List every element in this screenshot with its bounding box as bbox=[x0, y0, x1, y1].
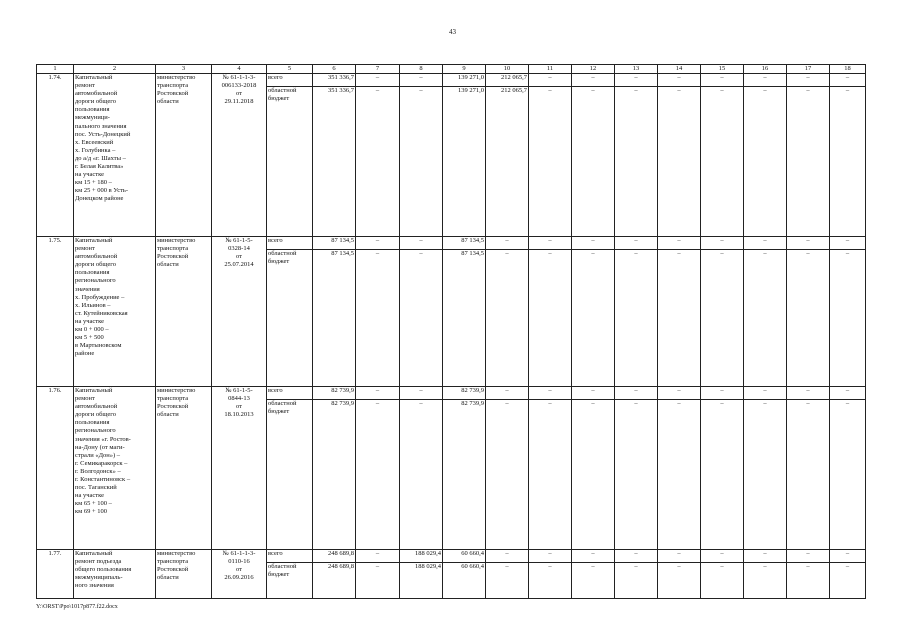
row-number: 1.74. bbox=[37, 74, 74, 237]
amount-c14: – bbox=[658, 74, 701, 87]
amount-c7: – bbox=[356, 387, 400, 400]
amount-c7: – bbox=[356, 74, 400, 87]
amount-c18: – bbox=[830, 550, 866, 563]
column-number: 13 bbox=[615, 65, 658, 74]
amount-c17: – bbox=[787, 250, 830, 387]
column-number: 11 bbox=[529, 65, 572, 74]
amount-c14: – bbox=[658, 400, 701, 550]
amount-c18: – bbox=[830, 237, 866, 250]
amount-c18: – bbox=[830, 74, 866, 87]
column-number: 1 bbox=[37, 65, 74, 74]
amount-c8: 188 029,4 bbox=[400, 550, 443, 563]
amount-c8: – bbox=[400, 87, 443, 237]
amount-c7: – bbox=[356, 563, 400, 599]
amount-c11: – bbox=[529, 563, 572, 599]
amount-c14: – bbox=[658, 563, 701, 599]
row-number: 1.76. bbox=[37, 387, 74, 550]
amount-c16: – bbox=[744, 74, 787, 87]
amount-c15: – bbox=[701, 87, 744, 237]
amount-c12: – bbox=[572, 87, 615, 237]
ministry-name: министерство транспорта Ростовской области bbox=[156, 237, 212, 387]
amount-c15: – bbox=[701, 74, 744, 87]
amount-c10: 212 065,7 bbox=[486, 74, 529, 87]
amount-c17: – bbox=[787, 87, 830, 237]
table-row bbox=[37, 74, 866, 87]
amount-c9: 87 134,5 bbox=[443, 250, 486, 387]
funding-source: областной бюджет bbox=[267, 563, 313, 599]
amount-c12: – bbox=[572, 250, 615, 387]
amount-c10: – bbox=[486, 400, 529, 550]
amount-c6: 351 336,7 bbox=[313, 74, 356, 87]
amount-c11: – bbox=[529, 87, 572, 237]
column-number: 2 bbox=[74, 65, 156, 74]
amount-c18: – bbox=[830, 563, 866, 599]
amount-c10: – bbox=[486, 237, 529, 250]
amount-c7: – bbox=[356, 237, 400, 250]
amount-c14: – bbox=[658, 387, 701, 400]
amount-c13: – bbox=[615, 563, 658, 599]
amount-c14: – bbox=[658, 237, 701, 250]
amount-c11: – bbox=[529, 74, 572, 87]
column-number: 8 bbox=[400, 65, 443, 74]
amount-c6: 82 739,9 bbox=[313, 387, 356, 400]
object-name: Капитальный ремонт подъезда общего пользования межмуниципаль- ного значения bbox=[74, 550, 156, 599]
amount-c16: – bbox=[744, 400, 787, 550]
amount-c8: – bbox=[400, 250, 443, 387]
amount-c7: – bbox=[356, 400, 400, 550]
amount-c12: – bbox=[572, 237, 615, 250]
amount-c8: 188 029,4 bbox=[400, 563, 443, 599]
amount-c16: – bbox=[744, 550, 787, 563]
object-name: Капитальный ремонт автомобильной дороги общего пользования регионального значения «г. Ростов- на-Дону (от маги- страли «Дон») – г. Семикаракорск – г. Волгодонск» – г. Константиновск – пос. Таганский на участке км 65 + 100 – км 69 + 100 bbox=[74, 387, 156, 550]
amount-c10: – bbox=[486, 387, 529, 400]
amount-c12: – bbox=[572, 387, 615, 400]
amount-c15: – bbox=[701, 400, 744, 550]
amount-c9: 60 660,4 bbox=[443, 563, 486, 599]
amount-c13: – bbox=[615, 74, 658, 87]
amount-c7: – bbox=[356, 250, 400, 387]
amount-c13: – bbox=[615, 87, 658, 237]
amount-c15: – bbox=[701, 237, 744, 250]
funding-source: всего bbox=[267, 550, 313, 563]
column-number: 12 bbox=[572, 65, 615, 74]
funding-source: всего bbox=[267, 74, 313, 87]
ministry-name: министерство транспорта Ростовской области bbox=[156, 387, 212, 550]
column-number-row bbox=[37, 65, 866, 74]
table-row bbox=[37, 550, 866, 563]
funding-source: областной бюджет bbox=[267, 250, 313, 387]
amount-c18: – bbox=[830, 387, 866, 400]
amount-c6: 87 134,5 bbox=[313, 250, 356, 387]
amount-c10: – bbox=[486, 563, 529, 599]
funding-source: всего bbox=[267, 237, 313, 250]
amount-c7: – bbox=[356, 87, 400, 237]
footer-file-path: Y:\ORST\Ppo\1017p877.f22.docx bbox=[36, 604, 118, 610]
amount-c10: – bbox=[486, 550, 529, 563]
column-number: 7 bbox=[356, 65, 400, 74]
amount-c17: – bbox=[787, 563, 830, 599]
funding-table bbox=[36, 64, 866, 599]
column-number: 15 bbox=[701, 65, 744, 74]
amount-c18: – bbox=[830, 400, 866, 550]
amount-c11: – bbox=[529, 387, 572, 400]
amount-c11: – bbox=[529, 550, 572, 563]
amount-c9: 139 271,0 bbox=[443, 87, 486, 237]
amount-c13: – bbox=[615, 550, 658, 563]
column-number: 16 bbox=[744, 65, 787, 74]
column-number: 17 bbox=[787, 65, 830, 74]
approval-document: № 61-1-1-3- 0110-16 от 26.09.2016 bbox=[212, 550, 267, 599]
amount-c12: – bbox=[572, 74, 615, 87]
amount-c13: – bbox=[615, 387, 658, 400]
column-number: 14 bbox=[658, 65, 701, 74]
amount-c8: – bbox=[400, 387, 443, 400]
amount-c6: 87 134,5 bbox=[313, 237, 356, 250]
approval-document: № 61-1-5- 0844-13 от 18.10.2013 bbox=[212, 387, 267, 550]
amount-c14: – bbox=[658, 87, 701, 237]
amount-c12: – bbox=[572, 563, 615, 599]
amount-c12: – bbox=[572, 550, 615, 563]
amount-c11: – bbox=[529, 400, 572, 550]
column-number: 5 bbox=[267, 65, 313, 74]
amount-c10: – bbox=[486, 250, 529, 387]
ministry-name: министерство транспорта Ростовской области bbox=[156, 74, 212, 237]
amount-c10: 212 065,7 bbox=[486, 87, 529, 237]
amount-c14: – bbox=[658, 250, 701, 387]
amount-c13: – bbox=[615, 400, 658, 550]
amount-c15: – bbox=[701, 563, 744, 599]
amount-c17: – bbox=[787, 387, 830, 400]
amount-c6: 248 689,8 bbox=[313, 563, 356, 599]
amount-c13: – bbox=[615, 250, 658, 387]
amount-c7: – bbox=[356, 550, 400, 563]
amount-c17: – bbox=[787, 237, 830, 250]
amount-c8: – bbox=[400, 74, 443, 87]
table-row bbox=[37, 387, 866, 400]
amount-c17: – bbox=[787, 74, 830, 87]
amount-c15: – bbox=[701, 250, 744, 387]
amount-c6: 351 336,7 bbox=[313, 87, 356, 237]
column-number: 6 bbox=[313, 65, 356, 74]
approval-document: № 61-1-1-3- 006133-2018 от 29.11.2018 bbox=[212, 74, 267, 237]
amount-c9: 87 134,5 bbox=[443, 237, 486, 250]
amount-c16: – bbox=[744, 87, 787, 237]
amount-c16: – bbox=[744, 387, 787, 400]
amount-c11: – bbox=[529, 237, 572, 250]
amount-c9: 60 660,4 bbox=[443, 550, 486, 563]
amount-c12: – bbox=[572, 400, 615, 550]
amount-c16: – bbox=[744, 563, 787, 599]
amount-c17: – bbox=[787, 550, 830, 563]
amount-c6: 82 739,9 bbox=[313, 400, 356, 550]
table-row bbox=[37, 237, 866, 250]
amount-c8: – bbox=[400, 400, 443, 550]
column-number: 10 bbox=[486, 65, 529, 74]
amount-c9: 139 271,0 bbox=[443, 74, 486, 87]
column-number: 18 bbox=[830, 65, 866, 74]
ministry-name: министерство транспорта Ростовской области bbox=[156, 550, 212, 599]
amount-c6: 248 689,8 bbox=[313, 550, 356, 563]
object-name: Капитальный ремонт автомобильной дороги общего пользования межмуници- пального значения пос. Усть-Донецкий х. Евсеевский х. Голубинка – до а/д «г. Шахты – г. Белая Калитва» на участке км 15 + 180 – км 25 + 000 в Усть- Донецком районе bbox=[74, 74, 156, 237]
amount-c9: 82 739,9 bbox=[443, 400, 486, 550]
amount-c9: 82 739,9 bbox=[443, 387, 486, 400]
column-number: 9 bbox=[443, 65, 486, 74]
amount-c14: – bbox=[658, 550, 701, 563]
amount-c15: – bbox=[701, 387, 744, 400]
page-number: 43 bbox=[449, 28, 456, 36]
object-name: Капитальный ремонт автомобильной дороги общего пользования регионального значения х. Пробуждение – х. Ильинов – ст. Кутейниковская на участке км 0 + 000 – км 5 + 500 в Мартыновском районе bbox=[74, 237, 156, 387]
column-number: 3 bbox=[156, 65, 212, 74]
funding-source: всего bbox=[267, 387, 313, 400]
column-number: 4 bbox=[212, 65, 267, 74]
amount-c8: – bbox=[400, 237, 443, 250]
funding-source: областной бюджет bbox=[267, 87, 313, 237]
amount-c18: – bbox=[830, 87, 866, 237]
row-number: 1.75. bbox=[37, 237, 74, 387]
amount-c18: – bbox=[830, 250, 866, 387]
funding-source: областной бюджет bbox=[267, 400, 313, 550]
amount-c11: – bbox=[529, 250, 572, 387]
row-number: 1.77. bbox=[37, 550, 74, 599]
amount-c17: – bbox=[787, 400, 830, 550]
amount-c15: – bbox=[701, 550, 744, 563]
amount-c16: – bbox=[744, 237, 787, 250]
amount-c16: – bbox=[744, 250, 787, 387]
approval-document: № 61-1-5- 0328-14 от 25.07.2014 bbox=[212, 237, 267, 387]
amount-c13: – bbox=[615, 237, 658, 250]
